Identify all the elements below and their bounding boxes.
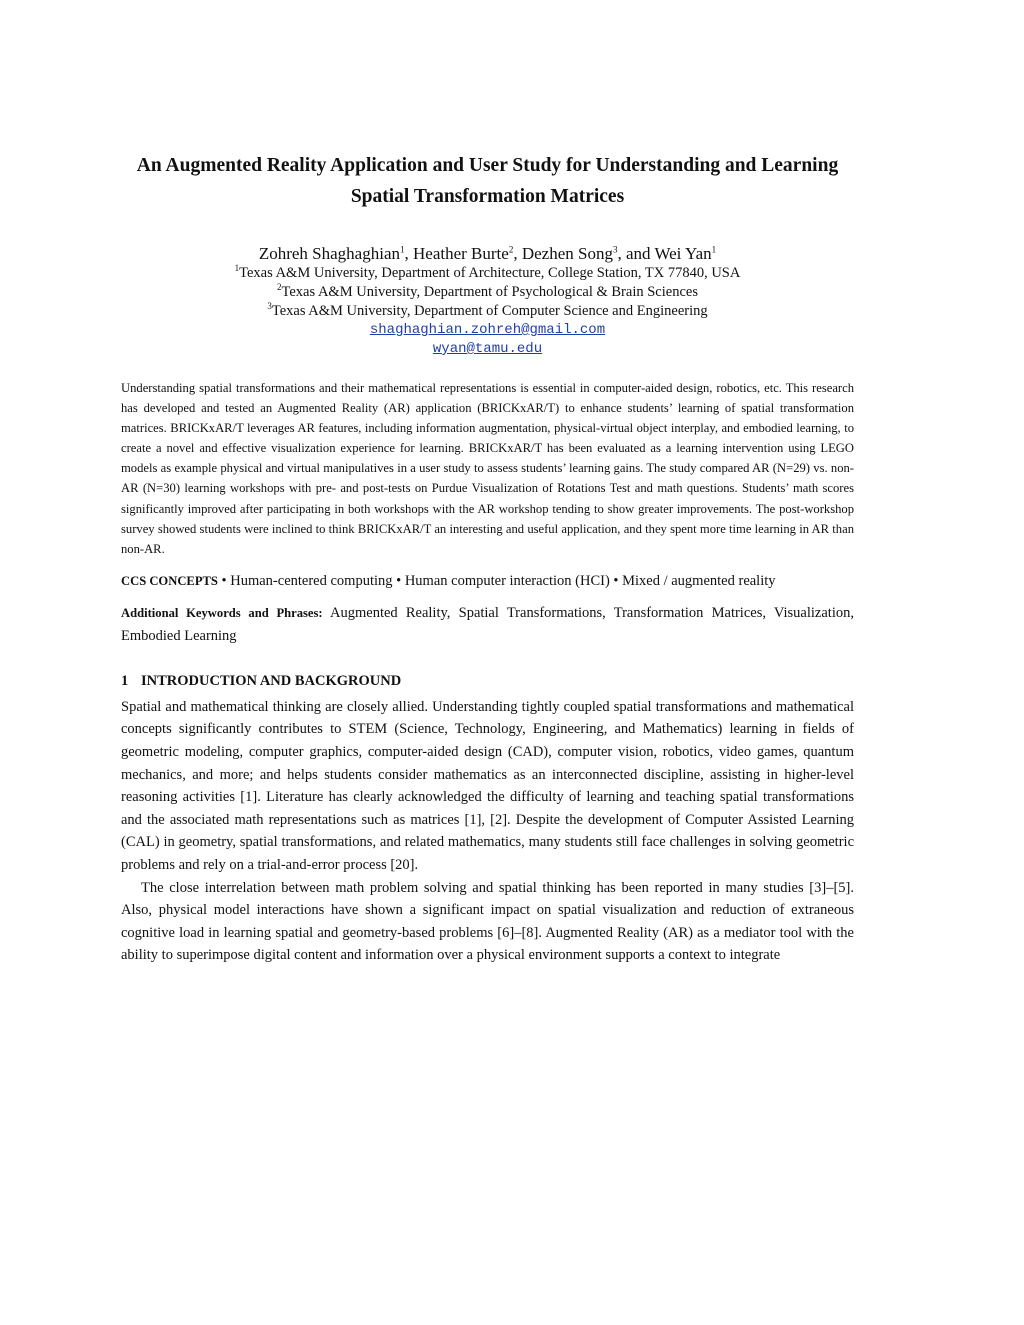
email-link-2[interactable]: wyan@tamu.edu <box>432 341 543 357</box>
section-title: INTRODUCTION AND BACKGROUND <box>141 672 402 689</box>
affiliation-line <box>121 302 854 321</box>
author-affiliation-mark: 1 <box>711 244 717 255</box>
author-affiliation-mark: 2 <box>508 244 514 255</box>
paper-page <box>121 150 854 967</box>
title-line-1: An Augmented Reality Application and User Study for Understanding and Learning <box>136 155 839 176</box>
title-line-2: Spatial Transformation Matrices <box>350 186 625 207</box>
affiliation-line <box>121 264 854 283</box>
author-name: Wei Yan <box>654 244 712 263</box>
affiliation-text: Texas A&M University, Department of Psychological & Brain Sciences <box>281 284 698 300</box>
keywords <box>121 602 854 648</box>
paper-title <box>121 150 854 212</box>
author-name: Zohreh Shaghaghian <box>258 244 400 263</box>
affiliation-number: 3 <box>267 301 272 312</box>
affiliation-line <box>121 283 854 302</box>
author-list <box>121 244 854 264</box>
abstract: Understanding spatial transformations and their mathematical representations is essential in computer-aided design, robotics, etc. This research has developed and tested an Augmented Reality (AR) application (BRICKxAR/T) to enhance students’ learning of spatial transformation matrices. BRICKxAR/T leverages AR features, including information augmentation, physical-virtual object interplay, and embodied learning, to create a novel and effective visualization experience for learning. BRICKxAR/T has been evaluated as a learning intervention using LEGO models as example physical and virtual manipulatives in a user study to assess students’ learning gains. The study compared AR (N=29) vs. non-AR (N=30) learning workshops with pre- and post-tests on Purdue Visualization of Rotations Test and math questions. Students’ math scores significantly improved after participating in both workshops with the AR workshop tending to show greater improvements. The post-workshop survey showed students were inclined to think BRICKxAR/T an interesting and useful application, and they spent more time learning in AR than non-AR. <box>121 381 854 556</box>
affiliation-number: 1 <box>234 263 240 274</box>
keywords-label: Additional Keywords and Phrases: <box>121 605 323 620</box>
affiliation-text: Texas A&M University, Department of Architecture, College Station, TX 77840, USA <box>239 265 741 281</box>
email-link-1[interactable]: shaghaghian.zohreh@gmail.com <box>369 322 606 338</box>
ccs-concepts <box>121 571 854 591</box>
section-number: 1 <box>121 672 129 689</box>
section-heading <box>121 671 854 691</box>
paragraph-2: The close interrelation between math problem solving and spatial thinking has been reported in many studies [3]–[5]. Also, physical model interactions have shown a significant impact on spatial visualization and reduction of extraneous cognitive load in learning spatial and geometry-based problems [6]–[8]. Augmented Reality (AR) as a mediator tool with the ability to superimpose digital content and information over a physical environment supports a context to integrate <box>121 879 854 964</box>
author-separator: , and <box>617 244 655 263</box>
author-name: Heather Burte <box>413 244 509 263</box>
author-name: Dezhen Song <box>521 244 613 263</box>
author-affiliation-mark: 1 <box>400 244 405 255</box>
author-separator: , <box>404 244 413 263</box>
author-separator: , <box>513 244 522 263</box>
affiliation-text: Texas A&M University, Department of Computer Science and Engineering <box>271 303 708 319</box>
affiliation-number: 2 <box>277 282 282 293</box>
ccs-label: CCS CONCEPTS <box>121 573 218 588</box>
keywords-text: Augmented Reality, Spatial Transformations, Transformation Matrices, Visualization, Embodied Learning <box>121 604 854 644</box>
ccs-text: • Human-centered computing • Human computer interaction (HCI) • Mixed / augmented reality <box>217 572 776 589</box>
author-affiliation-mark: 3 <box>612 244 618 255</box>
paragraph-1: Spatial and mathematical thinking are closely allied. Understanding tightly coupled spatial transformations and mathematical concepts significantly contributes to STEM (Science, Technology, Engineering, and Mathematics) learning in fields of geometric modeling, computer graphics, computer-aided design (CAD), computer vision, robotics, video games, quantum mechanics, and more; and helps students consider mathematics as an interconnected discipline, assisting in higher-level reasoning activities [1]. Literature has clearly acknowledged the difficulty of learning and teaching spatial transformations and the associated math representations such as matrices [1], [2]. Despite the development of Computer Assisted Learning (CAL) in geometry, spatial transformations, and related mathematics, many students still face challenges in solving geometric problems and rely on a trial-and-error process [20]. <box>121 698 854 873</box>
